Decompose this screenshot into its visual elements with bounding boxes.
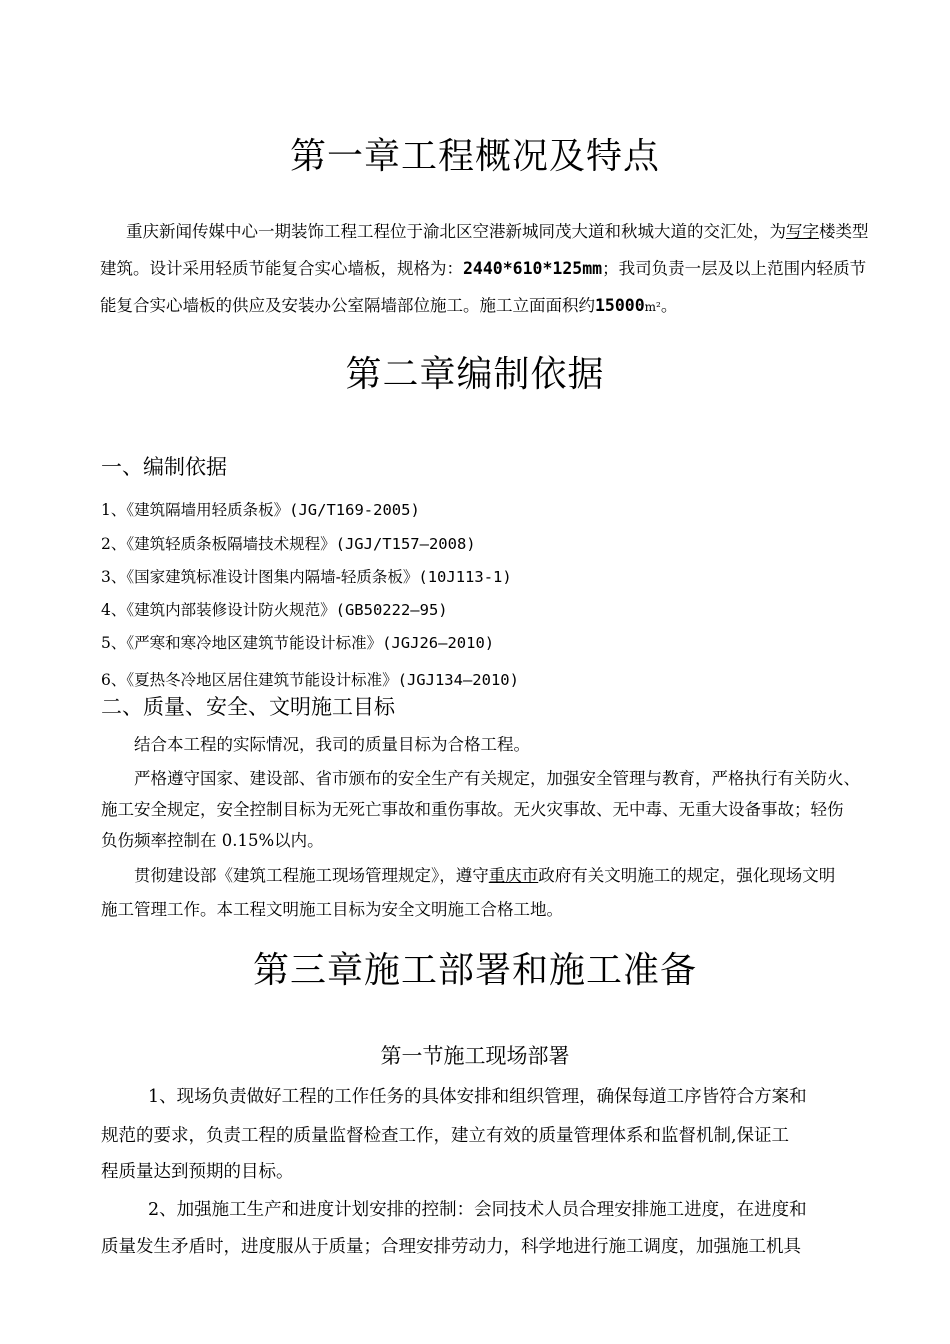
reference-name: 《严寒和寒冷地区建筑节能设计标准》 <box>126 634 383 652</box>
civil-text-b: 政府有关文明施工的规定，强化现场文明 <box>538 866 836 885</box>
chapter1-paragraph <box>100 213 880 326</box>
deployment-p1-line-1: 1、现场负责做好工程的工作任务的具体安排和组织管理，确保每道工序皆符合方案和 <box>148 1087 807 1107</box>
civil-line-2: 施工管理工作。本工程文明施工目标为安全文明施工合格工地。 <box>101 900 563 919</box>
area-unit: m² <box>644 300 661 314</box>
chapter3-title: 第三章施工部署和施工准备 <box>252 950 697 991</box>
reference-code: (JGJ/T157—2008) <box>335 535 476 553</box>
reference-item <box>101 532 476 554</box>
reference-name: 《建筑内部装修设计防火规范》 <box>126 601 336 619</box>
reference-name: 《建筑轻质条板隔墙技术规程》 <box>126 535 336 553</box>
reference-number: 3、 <box>101 568 127 586</box>
civil-underlined-term: 重庆市 <box>488 866 539 885</box>
safety-line-1: 严格遵守国家、建设部、省市颁布的安全生产有关规定，加强安全管理与教育，严格执行有关防火、 <box>134 769 860 788</box>
reference-number: 2、 <box>101 535 127 553</box>
reference-name: 《建筑隔墙用轻质条板》 <box>126 501 290 519</box>
reference-number: 6、 <box>101 671 127 689</box>
reference-item <box>101 565 512 587</box>
reference-code: (10J113-1) <box>418 568 512 586</box>
reference-name: 《国家建筑标准设计图集内隔墙-轻质条板》 <box>126 568 419 586</box>
section-goals-heading: 二、质量、安全、文明施工目标 <box>101 695 395 719</box>
para-text-a: 重庆新闻传媒中心一期装饰工程工程位于渝北区空港新城同茂大道和秋城大道的交汇处，为 <box>126 222 786 241</box>
civil-line-1 <box>134 862 835 886</box>
deployment-p1-line-2: 规范的要求，负责工程的质量监督检查工作，建立有效的质量管理体系和监督机制,保证工 <box>101 1126 790 1146</box>
reference-name: 《夏热冬冷地区居住建筑节能设计标准》 <box>126 671 398 689</box>
reference-item <box>101 598 448 620</box>
deployment-p1-line-3: 程质量达到预期的目标。 <box>101 1162 294 1182</box>
reference-code: (JGJ134—2010) <box>397 671 519 689</box>
reference-number: 4、 <box>101 601 127 619</box>
reference-code: (JG/T169-2005) <box>289 501 420 519</box>
para-text-b: 楼类型建筑。设计采用轻质节能复合实心墙板，规格为： <box>100 222 869 278</box>
area-value: 15000 <box>595 296 645 315</box>
reference-item <box>101 668 519 690</box>
panel-spec: 2440*610*125mm <box>463 259 603 278</box>
chapter2-title: 第二章编制依据 <box>345 354 605 395</box>
deployment-p2-line-1: 2、加强施工生产和进度计划安排的控制：会同技术人员合理安排施工进度，在进度和 <box>148 1200 807 1220</box>
civil-text-a: 贯彻建设部《建筑工程施工现场管理规定》，遵守 <box>134 866 489 885</box>
reference-code: (GB50222—95) <box>335 601 448 619</box>
reference-number: 5、 <box>101 634 127 652</box>
reference-item <box>101 631 494 653</box>
quality-goal: 结合本工程的实际情况，我司的质量目标为合格工程。 <box>134 735 530 754</box>
para-underlined-term: 写字 <box>786 222 819 241</box>
para-text-c: ；我司负责一层及以上范围内轻质节能复合实心墙板的供应及安装办公室隔墙部位施工。施工立面面积约 <box>100 259 867 315</box>
chapter1-title: 第一章工程概况及特点 <box>289 136 660 177</box>
section-site-deployment-title: 第一节施工现场部署 <box>380 1044 570 1068</box>
reference-number: 1、 <box>101 501 127 519</box>
deployment-p2-line-2: 质量发生矛盾时，进度服从于质量；合理安排劳动力，科学地进行施工调度，加强施工机具 <box>101 1237 801 1257</box>
para-end: 。 <box>660 296 678 315</box>
safety-line-2: 施工安全规定，安全控制目标为无死亡事故和重伤事故。无火灾事故、无中毒、无重大设备事故；轻伤 <box>101 800 844 819</box>
reference-item <box>101 498 420 520</box>
section-basis-heading: 一、编制依据 <box>101 455 227 479</box>
reference-code: (JGJ26—2010) <box>382 634 495 652</box>
safety-line-3: 负伤频率控制在 0.15%以内。 <box>101 831 324 850</box>
